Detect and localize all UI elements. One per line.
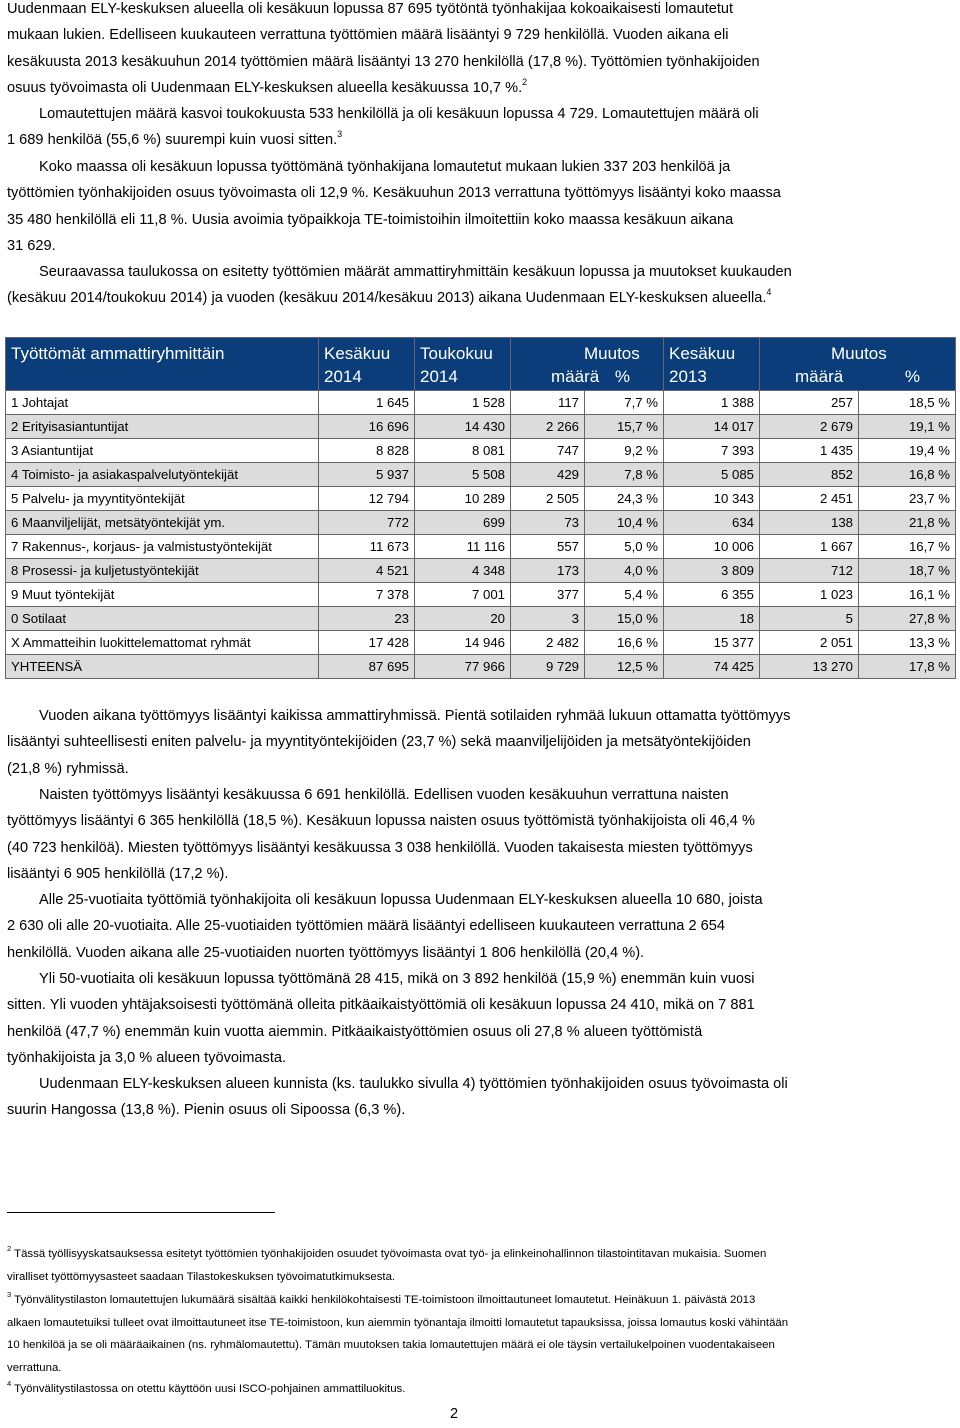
- footnote-line: viralliset työttömyysasteet saadaan Tilastokeskuksen työvoimatutkimuksesta.: [7, 1270, 396, 1283]
- occupation-cell: 7 Rakennus-, korjaus- ja valmistustyöntekijät: [6, 535, 319, 559]
- footnote-ref: 3: [337, 129, 343, 140]
- footnote-ref: 2: [522, 76, 528, 87]
- occupation-cell: 3 Asiantuntijat: [6, 439, 319, 463]
- table-row: [6, 487, 956, 511]
- value-cell: 19,1 %: [859, 415, 956, 439]
- value-cell: 10 289: [415, 487, 511, 511]
- value-cell: 18,5 %: [859, 391, 956, 415]
- text-line: 1 689 henkilöä (55,6 %) suurempi kuin vuosi sitten.$^3$: [7, 129, 343, 149]
- text-line: lisääntyi suhteellisesti eniten palvelu- ja myyntityöntekijöiden (23,7 %) sekä maanviljelijöiden ja metsätyöntekijöiden: [7, 734, 751, 751]
- text-line: Koko maassa oli kesäkuun lopussa työttömänä työnhakijana lomautetut mukaan lukien 337 203 henkilöä ja: [39, 159, 731, 175]
- value-cell: 16,8 %: [859, 463, 956, 487]
- footnote-line: $^3$ Työnvälitystilaston lomautettujen lukumäärä sisältää kaikki henkilökohtaisesti TE-toimistoon ilmoittautuneet lomautetut. Heinäkuun 1. päivästä 2013: [7, 1290, 756, 1306]
- text-line: kesäkuusta 2013 kesäkuuhun 2014 työttömien määrä lisääntyi 13 270 henkilöllä (17,8 %). Työttömien työnhakijoiden: [7, 53, 760, 70]
- footnote-line: $^4$ Työnvälitystilastossa on otettu käyttöön uusi ISCO-pohjainen ammattiluokitus.: [7, 1379, 406, 1395]
- value-cell: 9,2 %: [585, 439, 664, 463]
- footnote-ref: 4: [766, 287, 772, 298]
- text-line: (21,8 %) ryhmissä.: [7, 760, 129, 777]
- text-line: työnhakijoista ja 3,0 % alueen työvoimasta.: [7, 1049, 287, 1066]
- value-cell: 9 729: [511, 655, 585, 679]
- value-cell: 2 266: [511, 415, 585, 439]
- text-line: työttömien työnhakijoiden osuus työvoimasta oli 12,9 %. Kesäkuuhun 2013 verrattuna työttömyys lisääntyi koko maassa: [7, 185, 781, 202]
- text-line: Vuoden aikana työttömyys lisääntyi kaikissa ammattiryhmissä. Pientä sotilaiden ryhmää lukuun ottamatta työttömyys: [39, 708, 791, 724]
- value-cell: 4,0 %: [585, 559, 664, 583]
- value-cell: 18: [664, 607, 760, 631]
- value-cell: 1 023: [760, 583, 859, 607]
- table-intro-paragraph: [7, 259, 955, 312]
- value-cell: 173: [511, 559, 585, 583]
- text-line: Naisten työttömyys lisääntyi kesäkuussa 6 691 henkilöllä. Edellisen vuoden kesäkuuhun verrattuna naisten: [39, 787, 729, 803]
- text-line: (40 723 henkilöä). Miesten työttömyys lisääntyi kesäkuussa 3 038 henkilöllä. Vuoden takaisesta miesten työttömyys: [7, 839, 753, 856]
- value-cell: 16 696: [319, 415, 415, 439]
- occupation-cell: 2 Erityisasiantuntijat: [6, 415, 319, 439]
- value-cell: 7 001: [415, 583, 511, 607]
- footnote-line: 10 henkilöä ja se oli määräaikainen (ns. ryhmälomautettu). Tämän muutoksen takia lomautettujen määrä ei ole täysin vertailukelpoinen vuodentakaiseen: [7, 1339, 775, 1352]
- intro-paragraph: [7, 0, 955, 101]
- header-june-2013: Kesäkuu 2013: [664, 338, 760, 391]
- header-change-month: Muutos määrä %: [511, 338, 664, 391]
- value-cell: 712: [760, 559, 859, 583]
- occupation-cell: 4 Toimisto- ja asiakaspalvelutyöntekijät: [6, 463, 319, 487]
- text-line: 2 630 oli alle 20-vuotiaita. Alle 25-vuotiaiden työttömien määrä lisääntyi edelliseen kuukauteen verrattuna 2 654: [7, 918, 725, 935]
- value-cell: 852: [760, 463, 859, 487]
- table-row: [6, 583, 956, 607]
- text-line: henkilöllä. Vuoden aikana alle 25-vuotiaiden nuorten työttömyys lisääntyi 1 806 henkilöllä (20,4 %).: [7, 944, 645, 961]
- value-cell: 4 348: [415, 559, 511, 583]
- value-cell: 772: [319, 511, 415, 535]
- value-cell: 17 428: [319, 631, 415, 655]
- value-cell: 634: [664, 511, 760, 535]
- text-line: Alle 25-vuotiaita työttömiä työnhakijoita oli kesäkuun lopussa Uudenmaan ELY-keskuksen alueella 10 680, joista: [39, 892, 763, 908]
- value-cell: 5,4 %: [585, 583, 664, 607]
- value-cell: 23,7 %: [859, 487, 956, 511]
- value-cell: 18,7 %: [859, 559, 956, 583]
- occupation-cell: 1 Johtajat: [6, 391, 319, 415]
- value-cell: 19,4 %: [859, 439, 956, 463]
- value-cell: 12,5 %: [585, 655, 664, 679]
- layoff-paragraph: [7, 101, 955, 154]
- header-may-2014: Toukokuu 2014: [415, 338, 511, 391]
- value-cell: 14 430: [415, 415, 511, 439]
- value-cell: 747: [511, 439, 585, 463]
- occupation-cell: 6 Maanviljelijät, metsätyöntekijät ym.: [6, 511, 319, 535]
- value-cell: 11 673: [319, 535, 415, 559]
- text-line: Uudenmaan ELY-keskuksen alueella oli kesäkuun lopussa 87 695 työtöntä työnhakijaa kokoaikaisesti lomautetut: [7, 1, 734, 17]
- value-cell: 13 270: [760, 655, 859, 679]
- value-cell: 8 828: [319, 439, 415, 463]
- text-line: Lomautettujen määrä kasvoi toukokuusta 533 henkilöllä ja oli kesäkuun lopussa 4 729. Lomautettujen määrä oli: [39, 106, 759, 122]
- table-row: [6, 631, 956, 655]
- table-row: [6, 439, 956, 463]
- value-cell: 8 081: [415, 439, 511, 463]
- header-change-year: Muutos määrä %: [760, 338, 956, 391]
- value-cell: 15,7 %: [585, 415, 664, 439]
- text-line: sitten. Yli vuoden yhtäjaksoisesti työttömänä olleita pitkäaikaistyöttömiä oli kesäkuun lopussa 24 410, mikä on 7 881: [7, 997, 755, 1014]
- header-occupation: Työttömät ammattiryhmittäin: [6, 338, 319, 391]
- occupation-cell: 5 Palvelu- ja myyntityöntekijät: [6, 487, 319, 511]
- text-line: Seuraavassa taulukossa on esitetty työttömien määrät ammattiryhmittäin kesäkuun lopussa ja muutokset kuukauden: [39, 264, 792, 280]
- value-cell: 17,8 %: [859, 655, 956, 679]
- value-cell: 1 667: [760, 535, 859, 559]
- value-cell: 3 809: [664, 559, 760, 583]
- text-line: (kesäkuu 2014/toukokuu 2014) ja vuoden (kesäkuu 2014/kesäkuu 2013) aikana Uudenmaan ELY-keskuksen alueella.$^4$: [7, 287, 772, 307]
- value-cell: 15,0 %: [585, 607, 664, 631]
- value-cell: 138: [760, 511, 859, 535]
- value-cell: 7 393: [664, 439, 760, 463]
- value-cell: 2 482: [511, 631, 585, 655]
- value-cell: 7,7 %: [585, 391, 664, 415]
- value-cell: 10 343: [664, 487, 760, 511]
- text-line: lisääntyi 6 905 henkilöllä (17,2 %).: [7, 865, 229, 882]
- table-header-row: [6, 338, 956, 391]
- text-line: 31 629.: [7, 237, 56, 254]
- value-cell: 7,8 %: [585, 463, 664, 487]
- value-cell: 377: [511, 583, 585, 607]
- value-cell: 6 355: [664, 583, 760, 607]
- value-cell: 20: [415, 607, 511, 631]
- table-body: [6, 391, 956, 679]
- table-row: [6, 655, 956, 679]
- value-cell: 429: [511, 463, 585, 487]
- youth-paragraph: [7, 887, 955, 966]
- text-line: Yli 50-vuotiaita oli kesäkuun lopussa työttömänä 28 415, mikä on 3 892 henkilöä (15,9 %) enemmän kuin vuosi: [39, 971, 755, 987]
- value-cell: 1 528: [415, 391, 511, 415]
- value-cell: 15 377: [664, 631, 760, 655]
- table-row: [6, 415, 956, 439]
- value-cell: 87 695: [319, 655, 415, 679]
- value-cell: 1 388: [664, 391, 760, 415]
- value-cell: 5 937: [319, 463, 415, 487]
- occupation-cell: 0 Sotilaat: [6, 607, 319, 631]
- value-cell: 16,1 %: [859, 583, 956, 607]
- value-cell: 77 966: [415, 655, 511, 679]
- text-line: mukaan lukien. Edelliseen kuukauteen verrattuna työttömien määrä lisääntyi 9 729 henkilöllä. Vuoden aikana eli: [7, 27, 729, 44]
- footnote-separator: [7, 1212, 275, 1213]
- value-cell: 5 085: [664, 463, 760, 487]
- table-row: [6, 511, 956, 535]
- value-cell: 2 451: [760, 487, 859, 511]
- value-cell: 13,3 %: [859, 631, 956, 655]
- unemployment-by-occupation-table: [5, 337, 956, 679]
- text-line: työttömyys lisääntyi 6 365 henkilöllä (18,5 %). Kesäkuun lopussa naisten osuus työttömistä työnhakijoista oli 46,4 %: [7, 813, 755, 830]
- footnote-4: [7, 1378, 955, 1401]
- value-cell: 14 946: [415, 631, 511, 655]
- text-line: 35 480 henkilöllä eli 11,8 %. Uusia avoimia työpaikkoja TE-toimistoihin ilmoitettiin koko maassa kesäkuun aikana: [7, 211, 734, 228]
- footnote-line: $^2$ Tässä työllisyyskatsauksessa esitetyt työttömien työnhakijoiden osuudet työvoimasta ovat työ- ja elinkeinohallinnon tilastointitavan mukaisia. Suomen: [7, 1244, 767, 1260]
- text-line: henkilöä (47,7 %) enemmän kuin vuotta aiemmin. Pitkäaikaistyöttömien osuus oli 27,8 % alueen työttömistä: [7, 1023, 703, 1040]
- footnote-3: [7, 1289, 955, 1379]
- value-cell: 1 435: [760, 439, 859, 463]
- text-line: suurin Hangossa (13,8 %). Pienin osuus oli Sipoossa (6,3 %).: [7, 1102, 406, 1119]
- value-cell: 5,0 %: [585, 535, 664, 559]
- page-number: 2: [450, 1406, 459, 1422]
- footnote-line: verrattuna.: [7, 1361, 62, 1374]
- occupation-summary-paragraph: [7, 703, 955, 782]
- value-cell: 14 017: [664, 415, 760, 439]
- value-cell: 12 794: [319, 487, 415, 511]
- table-row: [6, 463, 956, 487]
- value-cell: 73: [511, 511, 585, 535]
- national-paragraph: [7, 154, 955, 259]
- value-cell: 74 425: [664, 655, 760, 679]
- footnote-line: alkaen lomautetuiksi tulleet ovat ilmoittautuneet itse TE-toimistoon, kun aiemmin työnantaja ilmoitti lomautetut tapauksissa, joissa lomautus koski vähintään: [7, 1316, 789, 1329]
- value-cell: 3: [511, 607, 585, 631]
- table-row: [6, 391, 956, 415]
- value-cell: 699: [415, 511, 511, 535]
- text-line: Uudenmaan ELY-keskuksen alueen kunnista (ks. taulukko sivulla 4) työttömien työnhakijoiden osuus työvoimasta oli: [39, 1076, 788, 1092]
- value-cell: 10,4 %: [585, 511, 664, 535]
- occupation-cell: YHTEENSÄ: [6, 655, 319, 679]
- text-line: osuus työvoimasta oli Uudenmaan ELY-keskuksen alueella kesäkuussa 10,7 %.$^2$: [7, 76, 528, 96]
- value-cell: 11 116: [415, 535, 511, 559]
- value-cell: 2 505: [511, 487, 585, 511]
- value-cell: 2 051: [760, 631, 859, 655]
- value-cell: 557: [511, 535, 585, 559]
- municipalities-paragraph: [7, 1071, 955, 1124]
- table-row: [6, 535, 956, 559]
- value-cell: 23: [319, 607, 415, 631]
- table-row: [6, 607, 956, 631]
- occupation-cell: X Ammatteihin luokittelemattomat ryhmät: [6, 631, 319, 655]
- value-cell: 257: [760, 391, 859, 415]
- value-cell: 117: [511, 391, 585, 415]
- value-cell: 1 645: [319, 391, 415, 415]
- value-cell: 7 378: [319, 583, 415, 607]
- footnote-2: [7, 1243, 955, 1288]
- table-row: [6, 559, 956, 583]
- occupation-cell: 8 Prosessi- ja kuljetustyöntekijät: [6, 559, 319, 583]
- value-cell: 16,7 %: [859, 535, 956, 559]
- value-cell: 27,8 %: [859, 607, 956, 631]
- value-cell: 21,8 %: [859, 511, 956, 535]
- value-cell: 4 521: [319, 559, 415, 583]
- value-cell: 5: [760, 607, 859, 631]
- header-june-2014: Kesäkuu 2014: [319, 338, 415, 391]
- value-cell: 24,3 %: [585, 487, 664, 511]
- value-cell: 5 508: [415, 463, 511, 487]
- older-workers-paragraph: [7, 966, 955, 1071]
- gender-paragraph: [7, 782, 955, 887]
- value-cell: 10 006: [664, 535, 760, 559]
- value-cell: 2 679: [760, 415, 859, 439]
- occupation-cell: 9 Muut työntekijät: [6, 583, 319, 607]
- value-cell: 16,6 %: [585, 631, 664, 655]
